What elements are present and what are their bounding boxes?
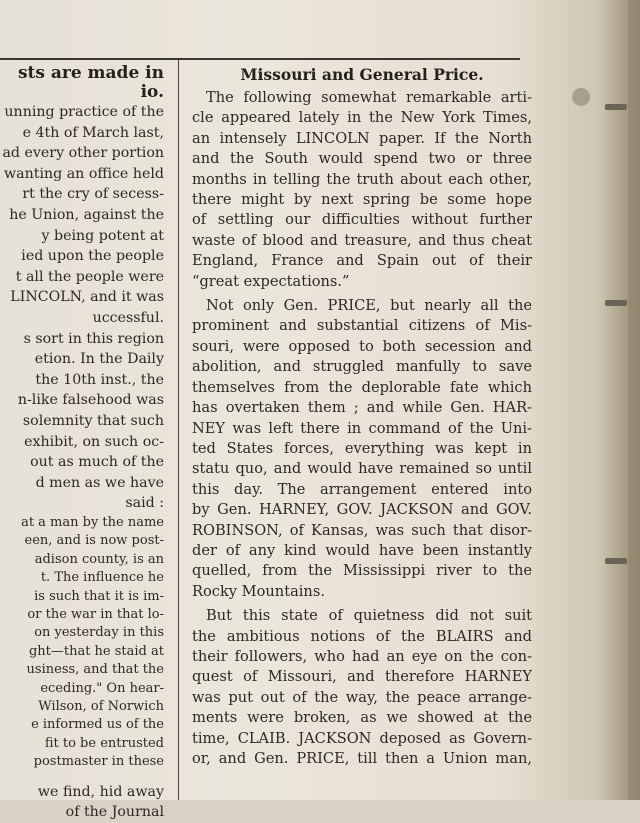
article-line: abolition, and struggled manfully to save [192,358,532,376]
article-line: Not only Gen. PRICE, but nearly all the [206,297,532,315]
article-line: or, and Gen. PRICE, till then a Union man, [192,750,532,767]
left-column [0,63,168,821]
left-small-line: ght—that he staid at [28,643,164,659]
article-line: cle appeared lately in the New York Times, [192,109,532,127]
article-line: their followers, who had an eye on the con- [192,647,532,665]
article-line: there might by next spring be some hope [192,191,532,209]
left-text-line: y being potent at [41,227,164,244]
left-heading-line: io. [140,82,164,102]
left-heading-line: sts are made in [17,63,164,83]
article-line: ted States forces, everything was kept in [192,439,532,457]
left-text-line: d men as we have [35,474,164,491]
article-line: and the South would spend two or three [192,150,532,168]
article-line: months in telling the truth about each other, [192,170,532,188]
article-line: souri, were opposed to both secession and [192,337,532,355]
article-line: ments were broken, as we showed at the [192,709,532,727]
left-small-line: is such that it is im- [34,588,164,604]
left-small-line: on yesterday in this [34,625,164,641]
left-text-line: he Union, against the [9,206,164,223]
left-text-line: wanting an office held [4,165,164,182]
article-line: der of any kind would have been instantly [192,541,532,559]
article-line: by Gen. HARNEY, GOV. JACKSON and GOV. [192,501,532,519]
article-line: statu quo, and would have remained so until [192,460,532,478]
article-line: time, CLAIB. JACKSON deposed as Govern- [192,729,532,747]
article-line: NEY was left there in command of the Uni- [192,419,532,437]
binding-stitch [605,104,627,110]
left-small-line: eceding." On hear- [40,680,164,696]
left-text-line: of the Journal [65,804,164,821]
article-line: has overtaken them ; and while Gen. HAR- [192,399,532,417]
article-line: The following somewhat remarkable arti- [206,89,532,106]
left-text-line: said : [125,495,164,512]
left-text-line: rt the cry of secess- [22,186,164,203]
left-small-line: at a man by the name [21,514,164,530]
left-text-line: ied upon the people [21,248,164,265]
left-text-line: unning practice of the [4,104,164,120]
left-small-line: fit to be entrusted [44,735,164,751]
left-text-line: we find, hid away [37,783,164,800]
left-small-line: e informed us of the [31,717,164,733]
left-text-line: uccessful. [92,309,164,326]
binding-stitch [605,300,627,306]
left-small-line: t. The influence he [40,570,164,586]
left-text-line: t all the people were [15,268,164,285]
article-line: ROBINSON, of Kansas, was such that disor- [192,521,532,539]
article-body [192,88,532,769]
left-text-line: n-like falsehood was [17,392,164,409]
binding-edge [628,0,640,800]
left-text-line: etion. In the Daily [34,351,164,368]
article-title: Missouri and General Price. [240,65,484,84]
article-column [192,64,532,769]
left-text-line: LINCOLN, and it was [10,289,164,306]
left-small-line: or the war in that lo- [27,606,164,622]
article-line: prominent and substantial citizens of Mis- [192,317,532,335]
paper-stain [572,88,590,106]
article-line: of settling our difficulties without further [192,211,532,229]
article-line: But this state of quietness did not suit [206,607,532,625]
left-small-line: usiness, and that the [26,662,164,678]
article-line: waste of blood and treasure, and thus cheat [192,231,532,249]
left-small-line: adison county, is an [34,551,164,567]
left-small-line: een, and is now post- [24,533,164,549]
article-line: quest of Missouri, and therefore HARNEY [192,668,532,686]
top-rule [0,58,520,60]
article-line: themselves from the deplorable fate which [192,378,532,396]
left-text-line: out as much of the [30,454,164,471]
left-text-line: e 4th of March last, [22,124,164,141]
article-line: an intensely LINCOLN paper. If the North [192,129,532,147]
article-line: this day. The arrangement entered into [192,480,532,498]
left-small-line: postmaster in these [33,754,164,770]
article-line: “great expectations.” [192,272,350,290]
article-line: Rocky Mountains. [192,582,325,600]
left-text-line: the 10th inst., the [35,371,164,388]
left-small-line: Wilson, of Norwich [38,698,164,714]
article-line: England, France and Spain out of their [192,252,532,270]
column-divider [178,60,179,800]
left-text-line: s sort in this region [23,330,164,347]
left-text-line: ad every other portion [2,145,164,162]
left-text-line: exhibit, on such oc- [24,433,164,450]
left-text-line: solemnity that such [22,412,164,429]
binding-stitch [605,558,627,564]
article-line: the ambitious notions of the BLAIRS and [192,627,532,645]
article-line: quelled, from the Mississippi river to the [192,562,532,580]
article-line: was put out of the way, the peace arrange- [192,688,532,706]
